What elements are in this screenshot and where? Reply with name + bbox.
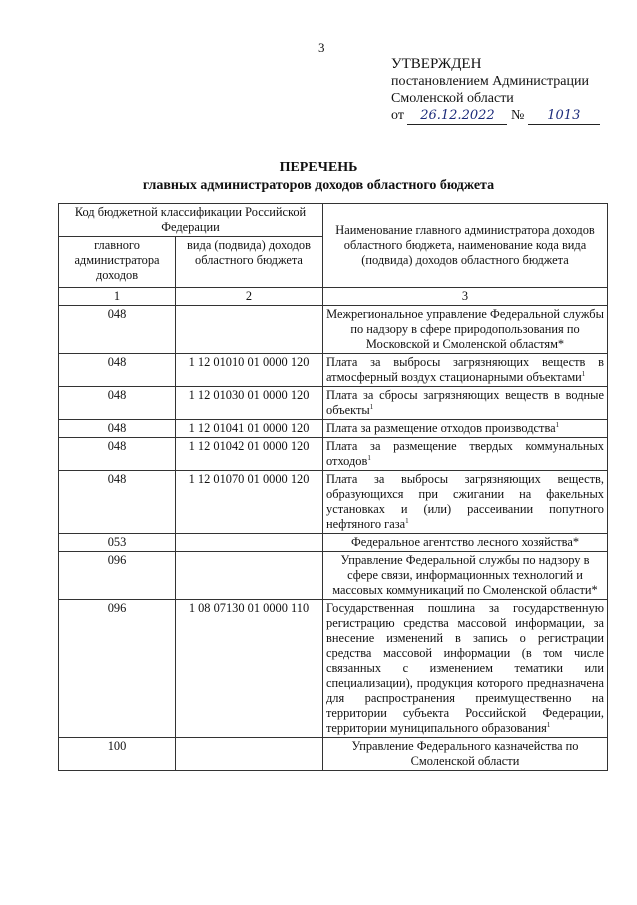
admin-code-cell: 048	[59, 354, 176, 387]
revenue-name-cell	[323, 738, 608, 771]
approval-line-2: Смоленской области	[391, 91, 514, 106]
approval-date-line	[391, 107, 611, 125]
footnote-marker: 1	[369, 402, 374, 411]
footnote-marker: 1	[546, 720, 551, 729]
document-subtitle: главных администраторов доходов областного бюджета	[142, 178, 495, 193]
revenue-name-cell	[323, 420, 608, 438]
footnote-marker: 1	[555, 420, 560, 429]
table-row	[59, 387, 608, 420]
header-row-1	[59, 204, 608, 237]
revenue-code-cell: 1 12 01042 01 0000 120	[176, 438, 323, 471]
header-revenue-type: вида (подвида) доходов областного бюджета	[176, 237, 323, 288]
revenue-name-text: Плата за выбросы загрязняющих веществ в атмосферный воздух стационарными объектами	[326, 355, 604, 384]
revenue-name-text: Плата за размещение твердых коммунальных отходов	[326, 439, 604, 468]
revenue-code-cell	[176, 306, 323, 354]
revenue-code-cell: 1 12 01041 01 0000 120	[176, 420, 323, 438]
column-number-1: 1	[59, 288, 176, 306]
revenue-name-text: Межрегиональное управление Федеральной службы по надзору в сфере природопользования по Московской и Смоленской областям*	[326, 307, 604, 351]
document-title: ПЕРЕЧЕНЬ	[279, 160, 358, 175]
revenue-code-cell	[176, 738, 323, 771]
approval-line-1: постановлением Администрации	[391, 74, 589, 89]
revenue-name-cell	[323, 552, 608, 600]
revenue-name-text: Федеральное агентство лесного хозяйства*	[350, 535, 580, 549]
handwritten-number: 1013	[528, 107, 600, 125]
revenue-name-text: Плата за размещение отходов производства	[326, 421, 556, 435]
table-row	[59, 306, 608, 354]
revenue-code-cell: 1 12 01030 01 0000 120	[176, 387, 323, 420]
revenue-name-text: Плата за сбросы загрязняющих веществ в водные объекты	[326, 388, 604, 417]
admin-code-cell: 048	[59, 438, 176, 471]
page-number: 3	[318, 40, 325, 55]
revenue-name-cell	[323, 354, 608, 387]
admin-code-cell: 048	[59, 420, 176, 438]
table-row	[59, 534, 608, 552]
revenue-code-cell: 1 08 07130 01 0000 110	[176, 600, 323, 738]
column-number-2: 2	[176, 288, 323, 306]
handwritten-date: 26.12.2022	[407, 107, 507, 125]
admin-code-cell: 048	[59, 306, 176, 354]
table-row	[59, 354, 608, 387]
table-row	[59, 420, 608, 438]
table-row	[59, 600, 608, 738]
footnote-marker: 1	[581, 369, 586, 378]
revenue-name-cell	[323, 387, 608, 420]
header-admin: главного администратора доходов	[59, 237, 176, 288]
revenue-name-text: Государственная пошлина за государственную регистрацию средства массовой информации, за внесение изменений в запись о регистрации средства массовой информации (в том числе связанных с изменением тематики или специализации), продукция которого предназначена для распространения преимущественно на территории субъекта Российской Федерации, территории муниципального образования	[326, 601, 604, 735]
admin-code-cell: 048	[59, 387, 176, 420]
revenue-name-text: Управление Федеральной службы по надзору в сфере связи, информационных технологий и массовых коммуникаций по Смоленской области*	[332, 553, 598, 597]
table-row	[59, 552, 608, 600]
admin-code-cell: 048	[59, 471, 176, 534]
number-label: №	[510, 108, 525, 123]
footnote-marker: 1	[367, 453, 371, 462]
from-label: от	[391, 108, 404, 123]
footnote-marker: 1	[405, 516, 409, 525]
header-name: Наименование главного администратора доходов областного бюджета, наименование кода вида (подвида) доходов областного бюджета	[323, 204, 608, 288]
revenue-name-cell	[323, 306, 608, 354]
revenue-code-cell	[176, 534, 323, 552]
revenue-code-cell: 1 12 01010 01 0000 120	[176, 354, 323, 387]
revenue-name-text: Управление Федерального казначейства по Смоленской области	[351, 739, 579, 768]
table-row	[59, 738, 608, 771]
column-number-row	[59, 288, 608, 306]
table-row	[59, 438, 608, 471]
approved-heading: УТВЕРЖДЕН	[391, 56, 482, 72]
admin-code-cell: 096	[59, 600, 176, 738]
admin-code-cell: 096	[59, 552, 176, 600]
revenue-code-cell: 1 12 01070 01 0000 120	[176, 471, 323, 534]
admin-code-cell: 053	[59, 534, 176, 552]
approval-stamp	[391, 56, 611, 125]
revenue-name-text: Плата за выбросы загрязняющих веществ, образующихся при сжигании на факельных установках и (или) рассеивании попутного нефтяного газа	[326, 472, 604, 531]
table-row	[59, 471, 608, 534]
column-number-3: 3	[323, 288, 608, 306]
revenue-code-cell	[176, 552, 323, 600]
header-code-group: Код бюджетной классификации Российской Федерации	[59, 204, 323, 237]
revenue-name-cell	[323, 534, 608, 552]
revenue-name-cell	[323, 600, 608, 738]
admin-code-cell: 100	[59, 738, 176, 771]
revenue-administrators-table	[58, 203, 608, 771]
revenue-name-cell	[323, 471, 608, 534]
revenue-name-cell	[323, 438, 608, 471]
